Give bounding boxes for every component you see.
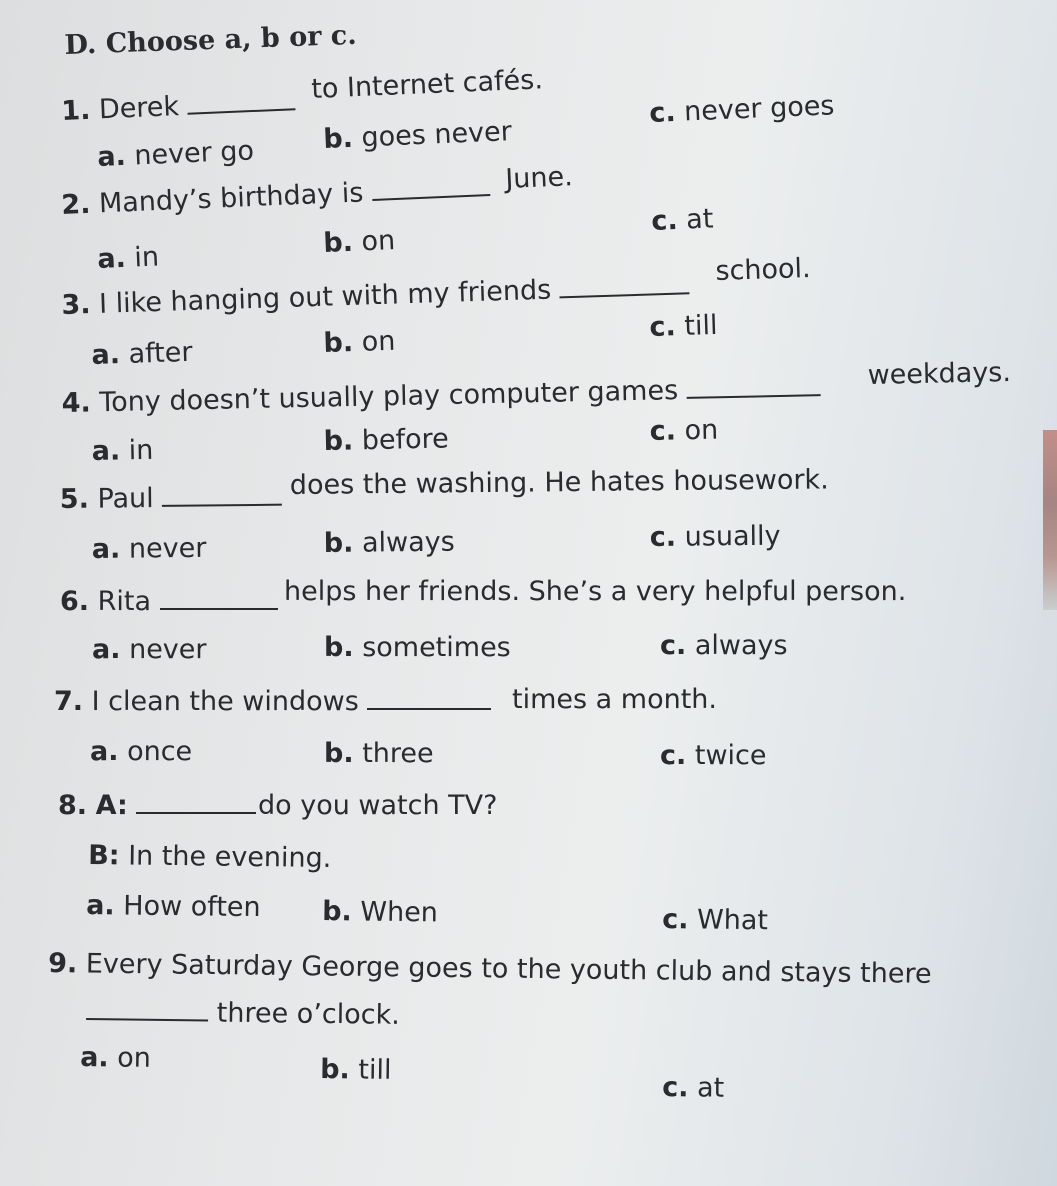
option-c[interactable]: c. at bbox=[650, 203, 714, 237]
option-c[interactable]: c. always bbox=[660, 630, 788, 661]
question-text-cont: school. bbox=[715, 253, 812, 287]
question-number: 8. bbox=[58, 790, 88, 821]
question-text-cont: three o’clock. bbox=[216, 997, 400, 1031]
option-b[interactable]: b. always bbox=[323, 526, 455, 559]
option-b[interactable]: b. on bbox=[323, 325, 396, 359]
answer-blank[interactable] bbox=[86, 1014, 208, 1021]
question-number: 5. bbox=[59, 483, 90, 515]
question-2 bbox=[61, 172, 491, 221]
answer-blank[interactable] bbox=[372, 190, 490, 201]
dialogue-answer bbox=[88, 840, 332, 874]
question-6 bbox=[60, 586, 278, 617]
option-a[interactable]: a. How often bbox=[86, 890, 261, 924]
question-text: Rita bbox=[97, 586, 152, 617]
question-9-line2 bbox=[86, 996, 400, 1031]
option-b[interactable]: b. three bbox=[324, 738, 434, 769]
option-a[interactable]: a. once bbox=[90, 736, 193, 767]
option-c[interactable]: c. never goes bbox=[648, 90, 836, 129]
question-text-cont: June. bbox=[504, 161, 574, 195]
exercise-heading: D. Choose a, b or c. bbox=[64, 19, 358, 61]
option-a[interactable]: a. in bbox=[96, 241, 160, 275]
option-c[interactable]: c. What bbox=[662, 904, 769, 937]
question-text-cont: to Internet cafés. bbox=[310, 64, 544, 105]
question-8 bbox=[58, 790, 256, 821]
option-b[interactable]: b. sometimes bbox=[324, 632, 511, 663]
question-number: 4. bbox=[61, 387, 92, 419]
speaker-b: B: bbox=[88, 840, 120, 872]
answer-blank[interactable] bbox=[687, 390, 821, 399]
question-text: Derek bbox=[98, 91, 180, 126]
option-b[interactable]: b. before bbox=[323, 423, 450, 457]
option-a[interactable]: a. never bbox=[91, 532, 207, 565]
question-number: 3. bbox=[61, 289, 92, 321]
question-7 bbox=[54, 686, 491, 717]
option-c[interactable]: c. usually bbox=[649, 520, 781, 553]
question-number: 7. bbox=[54, 686, 84, 717]
question-4 bbox=[61, 372, 821, 419]
speaker-a: A: bbox=[95, 790, 128, 821]
option-a[interactable]: a. after bbox=[91, 336, 193, 371]
question-1 bbox=[61, 86, 296, 127]
option-a[interactable]: a. never bbox=[92, 634, 207, 665]
question-5 bbox=[60, 482, 283, 515]
question-3 bbox=[61, 270, 690, 321]
question-text-cont: helps her friends. She’s a very helpful person. bbox=[284, 576, 907, 607]
question-number: 9. bbox=[48, 948, 78, 980]
answer-blank[interactable] bbox=[160, 604, 278, 610]
option-c[interactable]: c. at bbox=[662, 1072, 725, 1104]
question-text: I clean the windows bbox=[91, 686, 359, 717]
question-number: 2. bbox=[60, 188, 92, 221]
page-edge-decoration bbox=[1043, 430, 1057, 610]
question-9 bbox=[48, 948, 932, 990]
option-b[interactable]: b. When bbox=[322, 896, 439, 929]
question-text: Paul bbox=[97, 483, 154, 515]
answer-blank[interactable] bbox=[560, 288, 690, 298]
question-number: 6. bbox=[60, 586, 90, 617]
option-c[interactable]: c. on bbox=[649, 414, 719, 447]
option-c[interactable]: c. till bbox=[649, 309, 718, 343]
answer-text: In the evening. bbox=[127, 840, 332, 874]
question-text: Every Saturday George goes to the youth club and stays there bbox=[85, 948, 932, 990]
question-text-cont: do you watch TV? bbox=[258, 790, 498, 821]
option-a[interactable]: a. in bbox=[91, 434, 154, 467]
answer-blank[interactable] bbox=[367, 704, 491, 710]
question-text: I like hanging out with my friends bbox=[98, 274, 552, 320]
option-b[interactable]: b. goes never bbox=[322, 116, 513, 155]
question-text: Mandy’s birthday is bbox=[98, 177, 364, 220]
option-a[interactable]: a. on bbox=[80, 1042, 152, 1074]
answer-blank[interactable] bbox=[136, 808, 256, 814]
question-number: 1. bbox=[60, 94, 92, 127]
question-text-cont: does the washing. He hates housework. bbox=[289, 464, 829, 501]
option-b[interactable]: b. on bbox=[322, 225, 396, 259]
option-a[interactable]: a. never go bbox=[96, 135, 255, 173]
answer-blank[interactable] bbox=[162, 500, 282, 507]
question-text-cont: times a month. bbox=[512, 684, 717, 715]
option-b[interactable]: b. till bbox=[320, 1054, 392, 1086]
option-c[interactable]: c. twice bbox=[660, 740, 767, 771]
answer-blank[interactable] bbox=[188, 104, 296, 115]
question-text-cont: weekdays. bbox=[867, 357, 1012, 391]
question-text: Tony doesn’t usually play computer games bbox=[98, 375, 679, 419]
